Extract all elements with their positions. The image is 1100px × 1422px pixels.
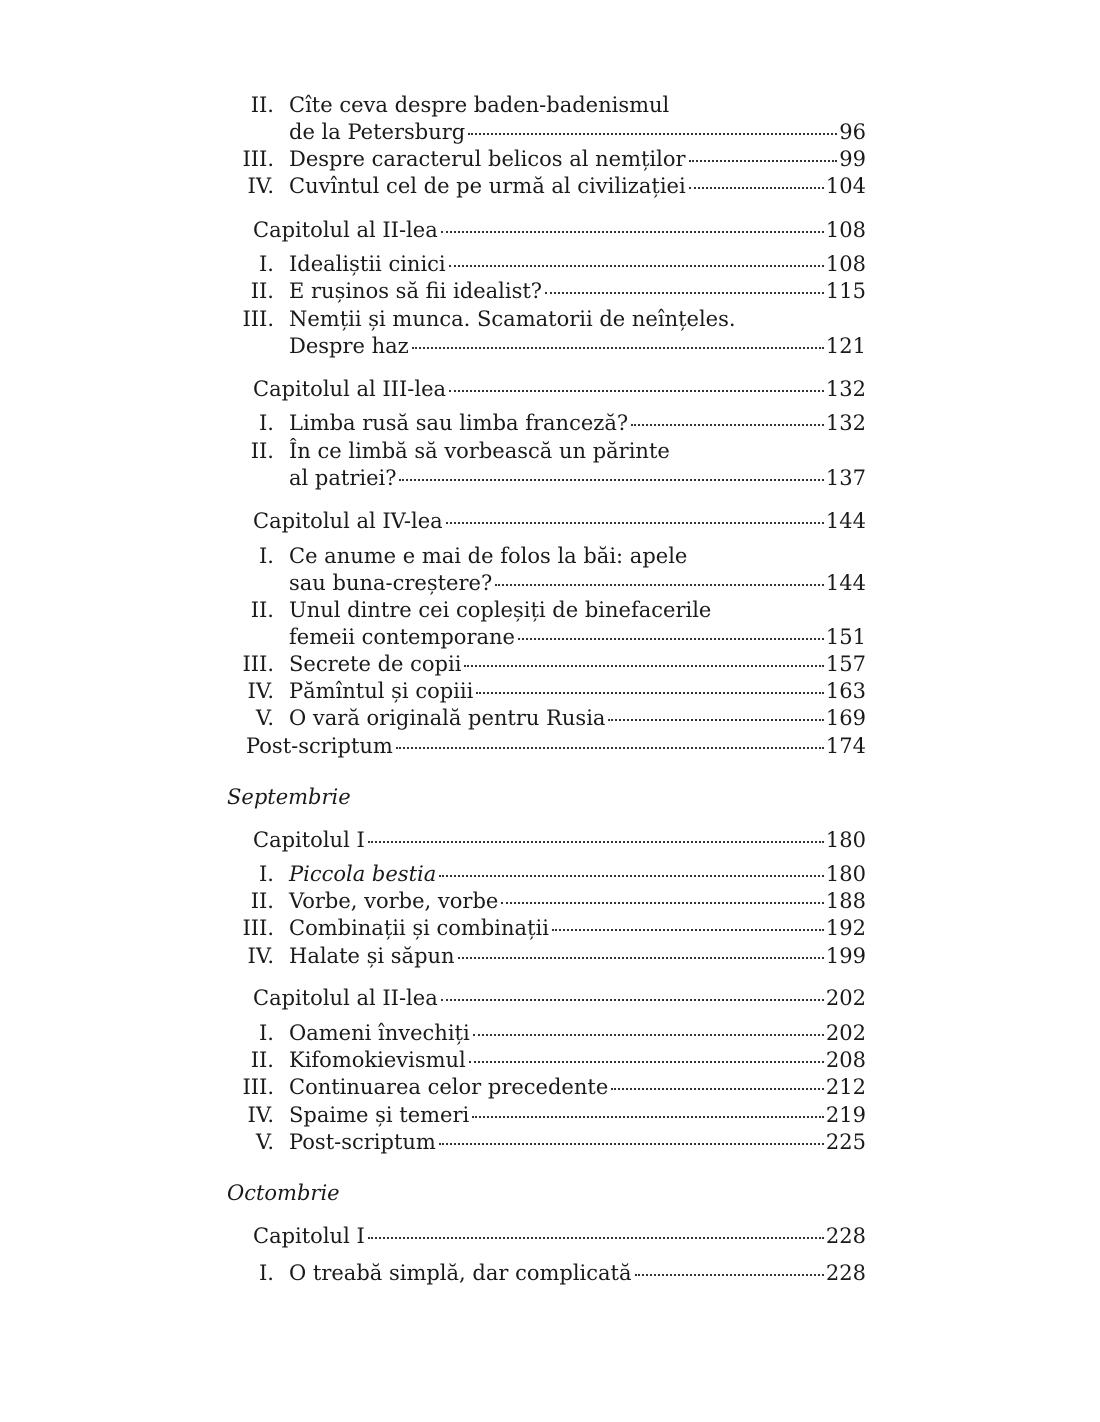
dot-leader: [545, 292, 824, 294]
dot-leader: [399, 479, 823, 481]
chapter-title: Capitolul al II-lea: [253, 218, 438, 242]
page-number: 99: [839, 147, 866, 171]
entry-title: O vară originală pentru Rusia: [289, 706, 606, 730]
page-number: 163: [825, 679, 866, 703]
dot-leader: [439, 1143, 824, 1145]
entry-title-line: sau buna-creștere?: [289, 571, 493, 595]
entry-title-line: În ce limbă să vorbească un părinte: [289, 439, 670, 463]
entry-title-line: de la Petersburg: [289, 120, 466, 144]
toc-entry: [0, 1047, 1100, 1074]
entry-title: Pămîntul și copiii: [289, 679, 474, 703]
dot-leader: [495, 584, 824, 586]
entry-number: IV.: [247, 679, 274, 703]
toc-entry: [0, 651, 1100, 678]
toc-entry: [0, 92, 1100, 119]
dot-leader: [501, 902, 824, 904]
toc-chapter: [0, 985, 1100, 1012]
toc-chapter: [0, 508, 1100, 535]
page-number: 157: [825, 652, 866, 676]
toc-entry-continuation: [0, 333, 1100, 360]
dot-leader: [476, 692, 824, 694]
entry-number: II.: [250, 93, 274, 117]
dot-leader: [396, 747, 824, 749]
toc-entry: [0, 438, 1100, 465]
entry-title-line: Cîte ceva despre baden-badenismul: [289, 93, 670, 117]
toc-entry: [0, 705, 1100, 732]
toc-entry-continuation: [0, 119, 1100, 146]
page-number: 151: [825, 625, 866, 649]
page-number: 225: [825, 1130, 866, 1154]
page-number: 174: [825, 734, 866, 758]
page-number: 132: [825, 377, 866, 401]
entry-title: Piccola bestia: [289, 862, 437, 886]
entry-number: I.: [259, 544, 274, 568]
dot-leader: [631, 424, 824, 426]
toc-entry: [0, 410, 1100, 437]
toc-entry: [0, 1260, 1100, 1287]
dot-leader: [446, 522, 824, 524]
entry-title: Despre caracterul belicos al nemților: [289, 147, 686, 171]
entry-title: Idealiștii cinici: [289, 252, 446, 276]
entry-title: Post-scriptum: [289, 1130, 436, 1154]
entry-number: IV.: [247, 1103, 274, 1127]
dot-leader: [611, 1088, 824, 1090]
page-number: 199: [825, 944, 866, 968]
entry-title-line: Ce anume e mai de folos la băi: apele: [289, 544, 688, 568]
entry-number: III.: [242, 147, 274, 171]
toc-entry: [0, 1020, 1100, 1047]
toc-entry: [0, 1102, 1100, 1129]
toc-entry: [0, 915, 1100, 942]
entry-title: Kifomokievismul: [289, 1048, 466, 1072]
entry-number: I.: [259, 252, 274, 276]
toc-chapter: [0, 1223, 1100, 1250]
toc-entry: [0, 733, 1100, 760]
entry-number: V.: [255, 706, 274, 730]
entry-number: III.: [242, 307, 274, 331]
page-number: 169: [825, 706, 866, 730]
entry-number: III.: [242, 652, 274, 676]
entry-title: E rușinos să fii idealist?: [289, 279, 543, 303]
page-number: 180: [825, 828, 866, 852]
page-number: 96: [839, 120, 866, 144]
toc-entry: [0, 1129, 1100, 1156]
dot-leader: [441, 231, 824, 233]
page-number: 144: [825, 571, 866, 595]
toc-entry-continuation: [0, 465, 1100, 492]
toc-entry: [0, 943, 1100, 970]
dot-leader: [518, 638, 824, 640]
entry-title-line: al patriei?: [289, 466, 397, 490]
page-number: 188: [825, 889, 866, 913]
chapter-title: Capitolul al II-lea: [253, 986, 438, 1010]
page-number: 104: [825, 174, 866, 198]
toc-entry: [0, 543, 1100, 570]
entry-title: Secrete de copii: [289, 652, 462, 676]
page-number: 202: [825, 1021, 866, 1045]
dot-leader: [439, 875, 824, 877]
dot-leader: [473, 1034, 824, 1036]
entry-number: I.: [259, 862, 274, 886]
chapter-title: Capitolul I: [253, 828, 365, 852]
dot-leader: [449, 265, 824, 267]
entry-title: Post-scriptum: [246, 734, 393, 758]
page-number: 108: [825, 252, 866, 276]
dot-leader: [441, 999, 824, 1001]
entry-number: IV.: [247, 174, 274, 198]
entry-title: Spaime și temeri: [289, 1103, 470, 1127]
toc-chapter: [0, 217, 1100, 244]
entry-title: Cuvîntul cel de pe urmă al civilizației: [289, 174, 686, 198]
dot-leader: [469, 1061, 824, 1063]
entry-title-line: Unul dintre cei copleșiți de binefacerile: [289, 598, 712, 622]
dot-leader: [464, 665, 823, 667]
entry-title: Continuarea celor precedente: [289, 1075, 609, 1099]
toc-entry: [0, 1074, 1100, 1101]
toc-entry: [0, 306, 1100, 333]
toc-entry-continuation: [0, 624, 1100, 651]
entry-title: Limba rusă sau limba franceză?: [289, 411, 629, 435]
dot-leader: [689, 160, 838, 162]
month-heading-september: Septembrie: [227, 785, 351, 809]
toc-entry: [0, 251, 1100, 278]
chapter-title: Capitolul al III-lea: [253, 377, 447, 401]
chapter-title: Capitolul al IV-lea: [253, 509, 443, 533]
entry-number: III.: [242, 1075, 274, 1099]
dot-leader: [449, 390, 824, 392]
dot-leader: [368, 841, 824, 843]
toc-entry: [0, 597, 1100, 624]
page-number: 228: [825, 1261, 866, 1285]
entry-number: I.: [259, 1021, 274, 1045]
entry-title: O treabă simplă, dar complicată: [289, 1261, 632, 1285]
toc-entry-continuation: [0, 570, 1100, 597]
page-number: 212: [825, 1075, 866, 1099]
page-number: 144: [825, 509, 866, 533]
page-number: 202: [825, 986, 866, 1010]
entry-title: Oameni învechiți: [289, 1021, 470, 1045]
toc-chapter: [0, 376, 1100, 403]
page-number: 137: [825, 466, 866, 490]
toc-entry: [0, 678, 1100, 705]
entry-title-line: femeii contemporane: [289, 625, 515, 649]
toc-entry: [0, 278, 1100, 305]
dot-leader: [608, 719, 823, 721]
page-number: 108: [825, 218, 866, 242]
entry-number: II.: [250, 598, 274, 622]
page-number: 228: [825, 1224, 866, 1248]
page-number: 219: [825, 1103, 866, 1127]
entry-title-line: Nemții și munca. Scamatorii de neînțeles.: [289, 307, 736, 331]
entry-title: Combinații și combinații: [289, 916, 549, 940]
entry-number: II.: [250, 1048, 274, 1072]
dot-leader: [472, 1116, 824, 1118]
entry-number: I.: [259, 411, 274, 435]
month-heading-october: Octombrie: [227, 1181, 340, 1205]
toc-entry: [0, 173, 1100, 200]
entry-number: III.: [242, 916, 274, 940]
page-number: 180: [825, 862, 866, 886]
toc-chapter: [0, 827, 1100, 854]
entry-title: Vorbe, vorbe, vorbe: [289, 889, 499, 913]
dot-leader: [635, 1274, 824, 1276]
dot-leader: [368, 1237, 824, 1239]
page-number: 132: [825, 411, 866, 435]
dot-leader: [689, 187, 824, 189]
entry-number: II.: [250, 279, 274, 303]
entry-number: I.: [259, 1261, 274, 1285]
dot-leader: [458, 957, 824, 959]
entry-title-line: Despre haz: [289, 334, 409, 358]
entry-number: V.: [255, 1130, 274, 1154]
chapter-title: Capitolul I: [253, 1224, 365, 1248]
toc-entry: [0, 861, 1100, 888]
dot-leader: [552, 929, 824, 931]
dot-leader: [412, 347, 824, 349]
toc-entry: [0, 888, 1100, 915]
entry-number: II.: [250, 889, 274, 913]
entry-title: Halate și săpun: [289, 944, 455, 968]
toc-entry: [0, 146, 1100, 173]
entry-number: IV.: [247, 944, 274, 968]
page-number: 192: [825, 916, 866, 940]
dot-leader: [468, 133, 837, 135]
page-number: 208: [825, 1048, 866, 1072]
page-number: 121: [825, 334, 866, 358]
entry-number: II.: [250, 439, 274, 463]
page-number: 115: [825, 279, 866, 303]
